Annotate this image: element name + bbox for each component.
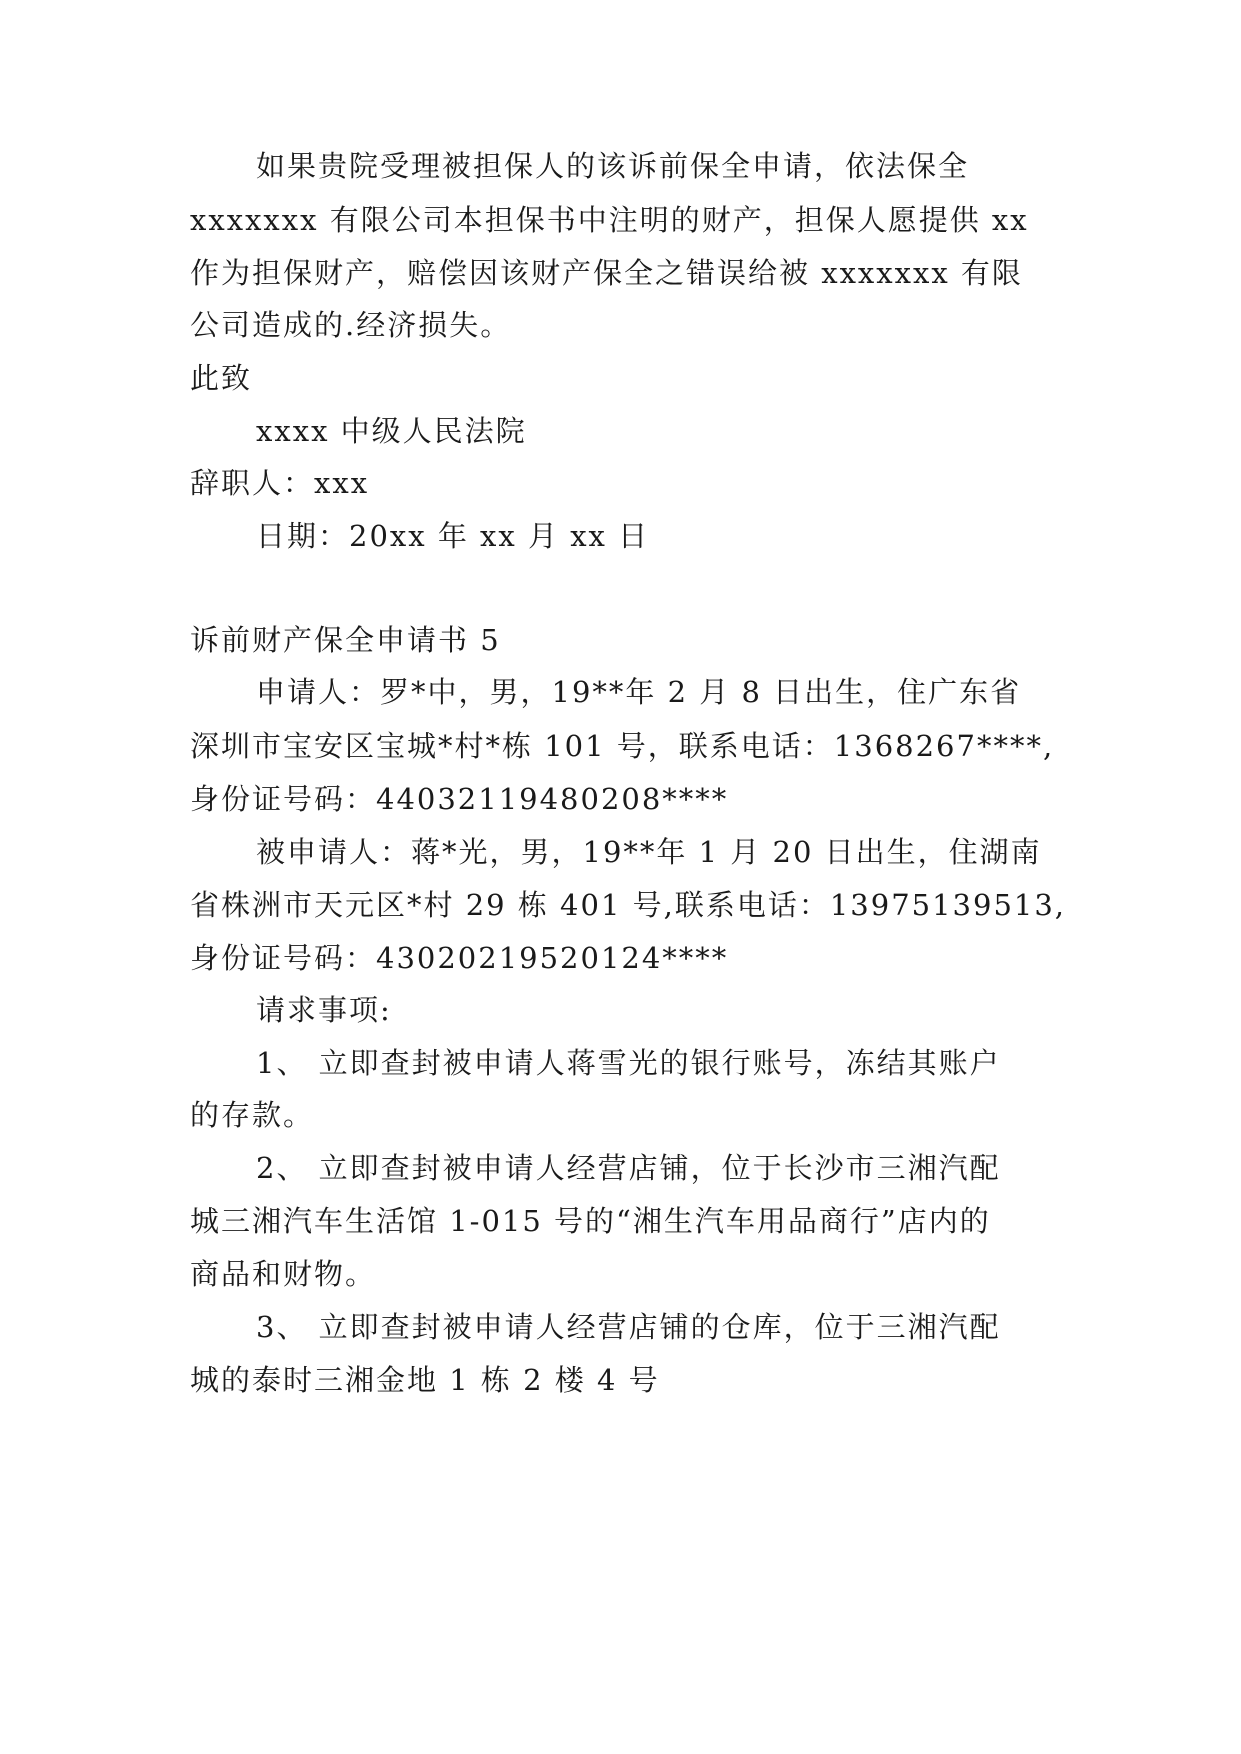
signer: 辞职人：xxx bbox=[190, 466, 370, 500]
request-1-line-1: 1、 立即查封被申请人蒋雪光的银行账号，冻结其账户 bbox=[256, 1046, 1001, 1080]
requests-label: 请求事项: bbox=[256, 993, 392, 1027]
applicant-line-2: 深圳市宝安区宝城*村*栋 101 号，联系电话：1368267****, bbox=[190, 729, 1055, 763]
respondent-line-1: 被申请人：蒋*光，男，19**年 1 月 20 日出生，住湖南 bbox=[256, 835, 1042, 869]
guarantee-line-4: 公司造成的.经济损失。 bbox=[190, 308, 512, 342]
respondent-line-3: 身份证号码：43020219520124**** bbox=[190, 941, 729, 975]
guarantee-line-1: 如果贵院受理被担保人的该诉前保全申请，依法保全 bbox=[256, 149, 970, 183]
request-3-line-1: 3、 立即查封被申请人经营店铺的仓库，位于三湘汽配 bbox=[256, 1310, 1001, 1344]
request-2-line-1: 2、 立即查封被申请人经营店铺，位于长沙市三湘汽配 bbox=[256, 1151, 1001, 1185]
request-2-line-2: 城三湘汽车生活馆 1-015 号的“湘生汽车用品商行”店内的 bbox=[190, 1204, 991, 1238]
section-title: 诉前财产保全申请书 5 bbox=[190, 623, 501, 657]
respondent-line-2: 省株洲市天元区*村 29 栋 401 号,联系电话：13975139513, bbox=[190, 888, 1067, 922]
salutation: 此致 bbox=[190, 361, 253, 395]
recipient-court: xxxx 中级人民法院 bbox=[256, 414, 527, 448]
request-1-line-2: 的存款。 bbox=[190, 1098, 315, 1132]
date: 日期：20xx 年 xx 月 xx 日 bbox=[256, 519, 650, 553]
applicant-line-3: 身份证号码：44032119480208**** bbox=[190, 782, 729, 816]
guarantee-line-2: xxxxxxx 有限公司本担保书中注明的财产，担保人愿提供 xx bbox=[190, 203, 1029, 237]
guarantee-line-3: 作为担保财产，赔偿因该财产保全之错误给被 xxxxxxx 有限 bbox=[190, 256, 1023, 290]
request-2-line-3: 商品和财物。 bbox=[190, 1257, 377, 1291]
applicant-line-1: 申请人：罗*中，男，19**年 2 月 8 日出生，住广东省 bbox=[256, 675, 1022, 709]
request-3-line-2: 城的泰时三湘金地 1 栋 2 楼 4 号 bbox=[190, 1363, 660, 1397]
